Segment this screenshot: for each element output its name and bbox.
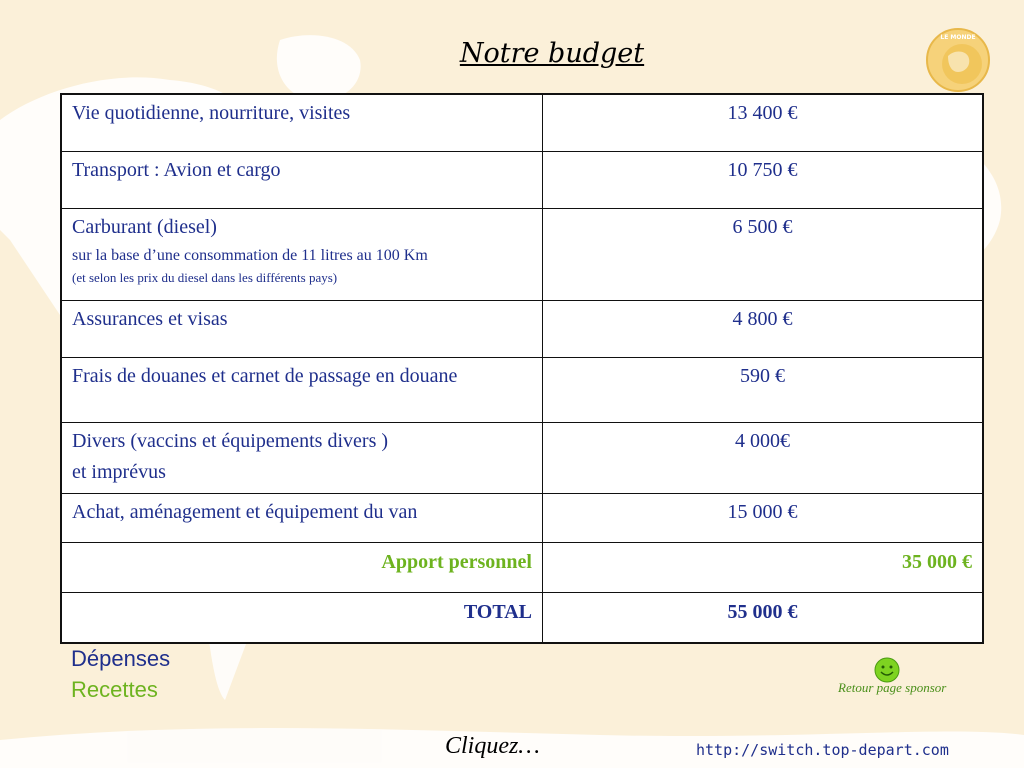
row-amount: 10 750 € <box>543 152 984 209</box>
total-label: TOTAL <box>61 593 543 644</box>
table-row <box>61 209 983 301</box>
row-label: Assurances et visas <box>61 301 543 358</box>
page-title: Notre budget <box>459 38 645 69</box>
recettes-link[interactable]: Recettes <box>71 677 158 702</box>
table-row <box>61 494 983 543</box>
row-amount: 590 € <box>543 358 984 423</box>
total-row <box>61 593 983 644</box>
row-amount: 13 400 € <box>543 94 984 152</box>
row-label-line2: et imprévus <box>72 461 166 483</box>
apport-label: Apport personnel <box>61 543 543 593</box>
echangez-le-monde-logo <box>924 26 992 94</box>
row-note: sur la base d’une consommation de 11 litres au 100 Km <box>72 247 428 264</box>
site-url-link[interactable]: http://switch.top-depart.com <box>696 741 949 759</box>
nav-links <box>71 643 170 705</box>
depenses-link[interactable]: Dépenses <box>71 646 171 671</box>
row-amount: 6 500 € <box>543 209 984 301</box>
table-row <box>61 94 983 152</box>
sponsor-back-link[interactable]: Retour page sponsor <box>838 680 947 695</box>
row-amount: 15 000 € <box>543 494 984 543</box>
row-amount: 4 000€ <box>543 423 984 494</box>
row-label: Frais de douanes et carnet de passage en douane <box>61 358 543 423</box>
row-label: Transport : Avion et cargo <box>61 152 543 209</box>
row-label-cell <box>61 423 543 494</box>
apport-amount: 35 000 € <box>543 543 984 593</box>
table-row <box>61 152 983 209</box>
row-label: Divers (vaccins et équipements divers ) <box>72 430 389 452</box>
row-label: Carburant (diesel) <box>72 216 217 238</box>
row-amount: 4 800 € <box>543 301 984 358</box>
apport-row <box>61 543 983 593</box>
budget-table <box>60 93 984 644</box>
row-note: (et selon les prix du diesel dans les différents pays) <box>72 270 338 285</box>
row-label: Vie quotidienne, nourriture, visites <box>61 94 543 152</box>
row-label: Achat, aménagement et équipement du van <box>61 494 543 543</box>
table-row <box>61 423 983 494</box>
row-label-cell <box>61 209 543 301</box>
cliquez-text: Cliquez… <box>445 733 540 759</box>
svg-text:LE MONDE: LE MONDE <box>940 34 976 41</box>
table-row <box>61 358 983 423</box>
total-amount: 55 000 € <box>543 593 984 644</box>
table-row <box>61 301 983 358</box>
